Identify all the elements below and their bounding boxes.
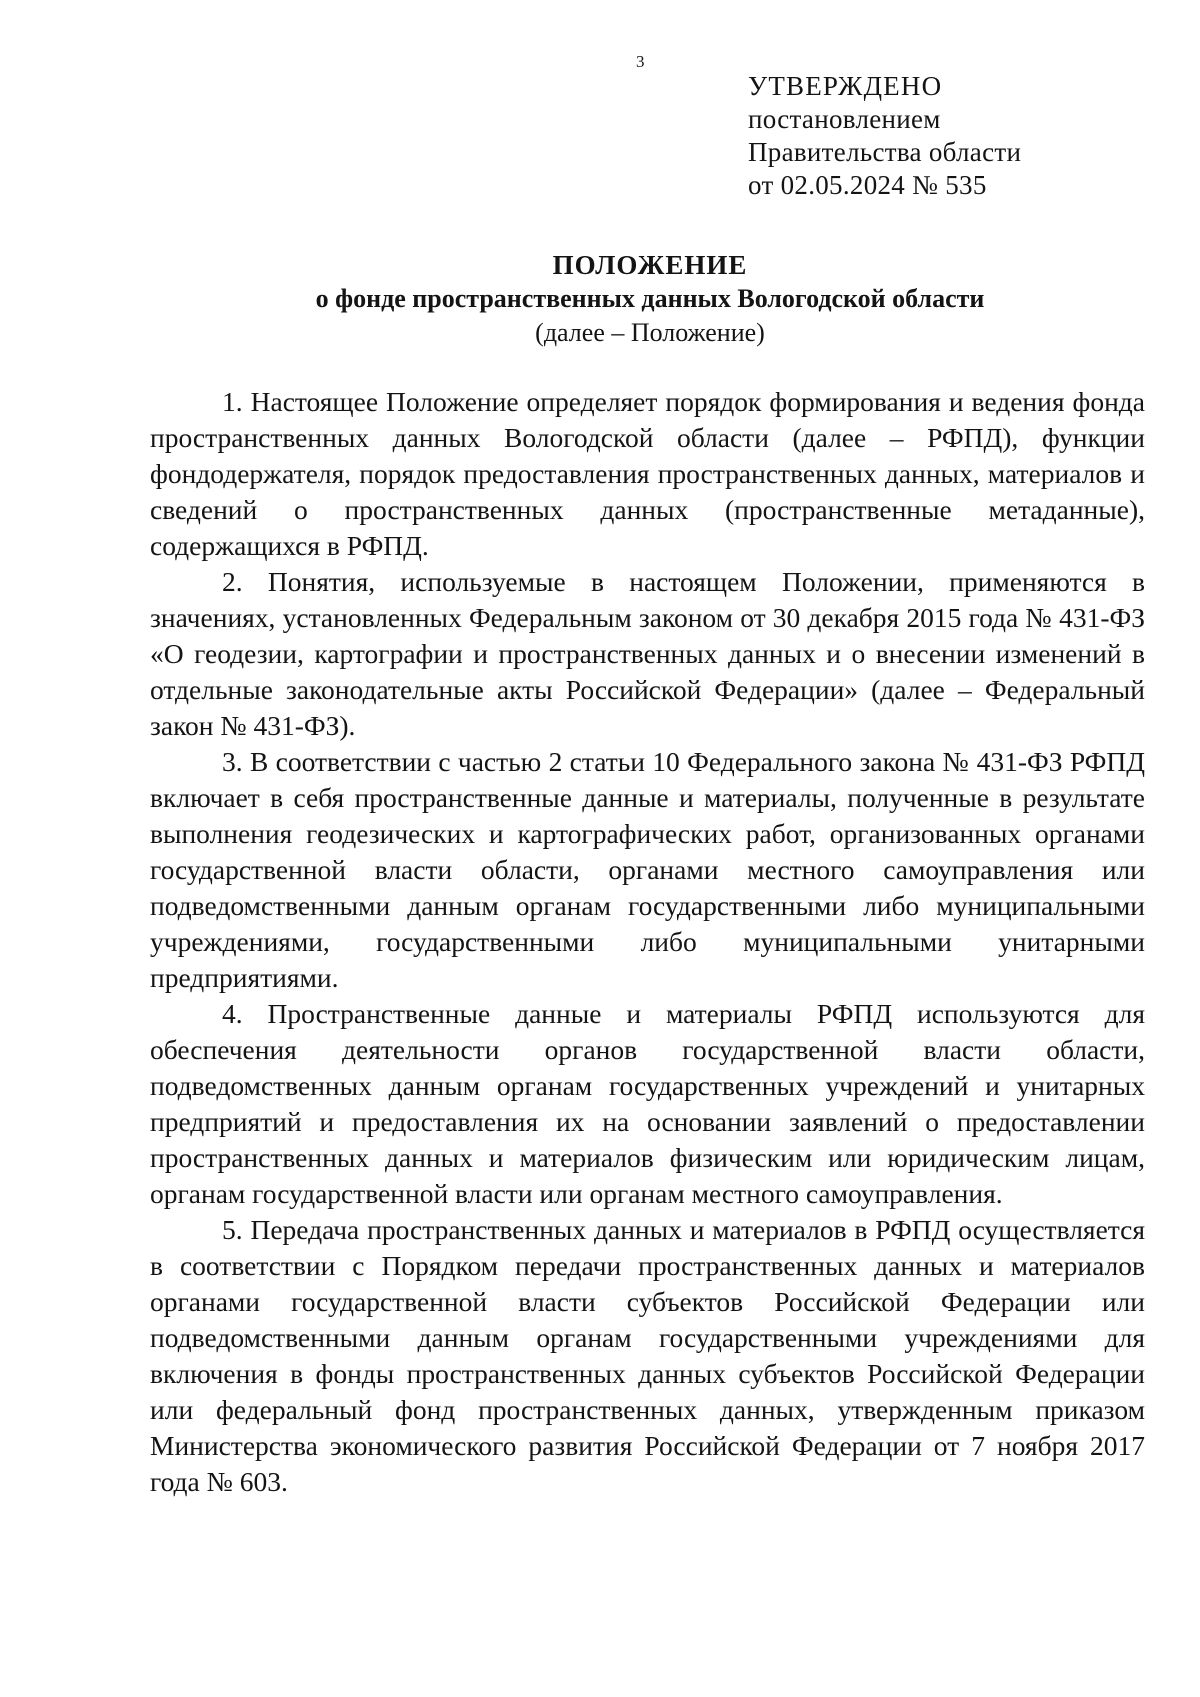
document-body — [150, 384, 1145, 1500]
document-subtitle: о фонде пространственных данных Вологодской области — [315, 284, 985, 313]
paragraph-1: 1. Настоящее Положение определяет порядок формирования и ведения фонда пространственных данных Вологодской области (далее – РФПД), функции фондодержателя, порядок предоставления пространственных данных, материалов и сведений о пространственных данных (пространственные метаданные), содержащихся в РФПД. — [150, 386, 1145, 561]
paragraph-3: 3. В соответствии с частью 2 статьи 10 Федерального закона № 431-ФЗ РФПД включает в себя пространственные данные и материалы, полученные в результате выполнения геодезических и картографических работ, организованных органами государственной власти области, органами местного самоуправления или подведомственными данным органам государственными либо муниципальными учреждениями, государственными либо муниципальными унитарными предприятиями. — [150, 746, 1145, 993]
page-number: 3 — [636, 52, 645, 71]
paragraph-4: 4. Пространственные данные и материалы РФПД используются для обеспечения деятельности органов государственной власти области, подведомственных данным органам государственных учреждений и унитарных предприятий и предоставления их на основании заявлений о предоставлении пространственных данных и материалов физическим или юридическим лицам, органам государственной власти или органам местного самоуправления. — [150, 998, 1145, 1209]
approval-stamp — [748, 70, 1021, 202]
paragraph-5: 5. Передача пространственных данных и материалов в РФПД осуществляется в соответствии с Порядком передачи пространственных данных и материалов органами государственной власти субъектов Российской Федерации или подведомственными данным органам государственными учреждениями для включения в фонды пространственных данных субъектов Российской Федерации или федеральный фонд пространственных данных, утвержденным приказом Министерства экономического развития Российской Федерации от 7 ноября 2017 года № 603. — [150, 1214, 1145, 1497]
approval-line-date-number: от 02.05.2024 № 535 — [748, 170, 987, 200]
approval-line-government: Правительства области — [748, 137, 1022, 167]
document-title: ПОЛОЖЕНИЕ — [552, 250, 748, 280]
document-abbreviation: (далее – Положение) — [535, 318, 765, 347]
approval-heading: УТВЕРЖДЕНО — [748, 71, 943, 101]
paragraph-2: 2. Понятия, используемые в настоящем Положении, применяются в значениях, установленных Федеральным законом от 30 декабря 2015 года № 431-ФЗ «О геодезии, картографии и пространственных данных и о внесении изменений в отдельные законодательные акты Российской Федерации» (далее – Федеральный закон № 431-ФЗ). — [150, 566, 1145, 741]
approval-line-resolution: постановлением — [748, 104, 941, 134]
document-title-block — [150, 248, 1150, 350]
